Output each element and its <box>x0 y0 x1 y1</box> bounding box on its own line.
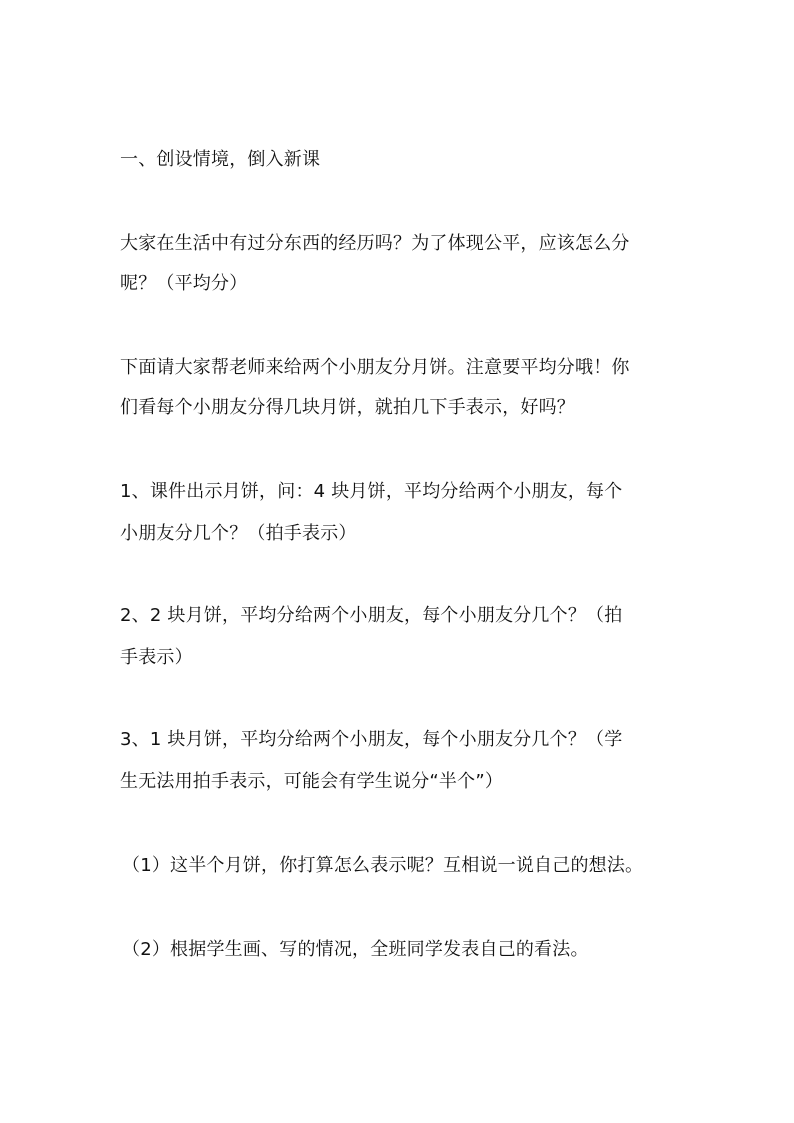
question-1-line-1: 1、课件出示月饼，问：4 块月饼，平均分给两个小朋友，每个 <box>120 481 623 502</box>
paragraph-1-line-1: 大家在生活中有过分东西的经历吗？为了体现公平，应该怎么分 <box>120 233 630 254</box>
question-2-line-1: 2、2 块月饼，平均分给两个小朋友，每个小朋友分几个？（拍 <box>120 605 623 626</box>
paragraph-2-line-1: 下面请大家帮老师来给两个小朋友分月饼。注意要平均分哦！你 <box>120 357 630 378</box>
paragraph-2-line-2: 们看每个小朋友分得几块月饼，就拍几下手表示，好吗？ <box>120 397 575 418</box>
question-3-line-1: 3、1 块月饼，平均分给两个小朋友，每个小朋友分几个？（学 <box>120 729 623 750</box>
section-heading: 一、创设情境，倒入新课 <box>120 149 321 170</box>
subitem-2: （2）根据学生画、写的情况，全班同学发表自己的看法。 <box>122 939 589 960</box>
paragraph-1-line-2: 呢？（平均分） <box>120 273 248 294</box>
subitem-1: （1）这半个月饼，你打算怎么表示呢？互相说一说自己的想法。 <box>122 855 644 876</box>
question-2-line-2: 手表示） <box>120 647 193 668</box>
question-3-line-2: 生无法用拍手表示，可能会有学生说分“半个”） <box>120 771 504 792</box>
question-1-line-2: 小朋友分几个？（拍手表示） <box>120 523 357 544</box>
